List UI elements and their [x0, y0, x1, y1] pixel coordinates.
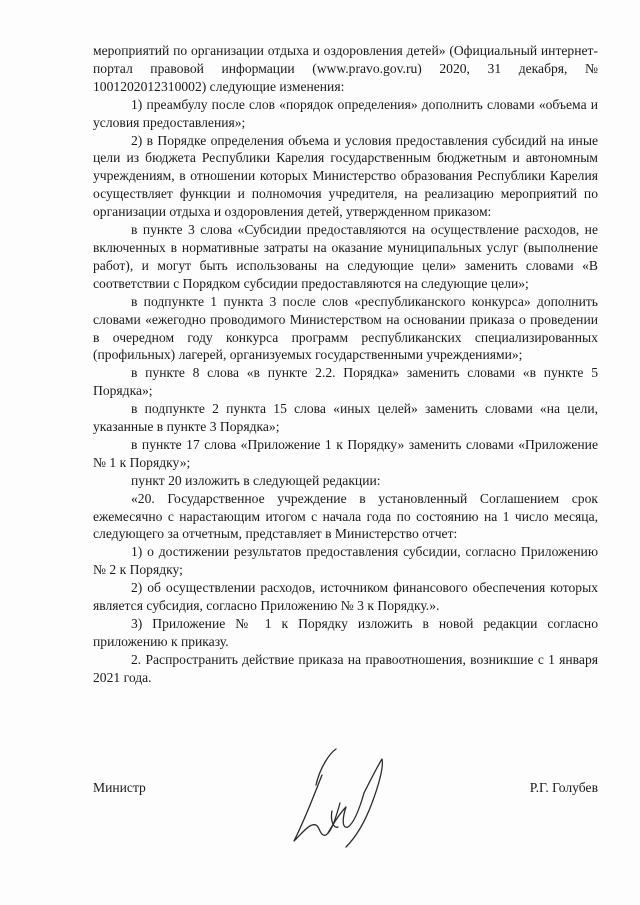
- paragraph-subpoint-2-point-15: в подпункте 2 пункта 15 слова «иных целей» заменить словами «на цели, указанные в пункте 3 Порядка»;: [93, 401, 598, 435]
- paragraph-point-20-text: «20. Государственное учреждение в установленный Соглашением срок ежемесячно с нарастающим итогом с начала года по состоянию на 1 число месяца, следующего за отчетным, представляет в Министерство отчет:: [93, 490, 598, 542]
- signatory-position: Министр: [93, 780, 146, 795]
- paragraph-item-2-order: 2) в Порядке определения объема и условия предоставления субсидий на иные цели из бюджета Республики Карелия государственным бюджетным и автономным учреждениям, в отношении которых Министерство образования Республики Карелия осуществляет функции и полномочия учредителя, на реализацию мероприятий по организации отдыха и оздоровления детей, утвержденном приказом:: [93, 132, 598, 220]
- paragraph-point-8: в пункте 8 слова «в пункте 2.2. Порядка» заменить словами «в пункте 5 Порядка»;: [93, 365, 598, 399]
- paragraph-item-3-appendix: 3) Приложение № 1 к Порядку изложить в новой редакции согласно приложению к приказу.: [93, 616, 598, 649]
- paragraph-report-1: 1) о достижении результатов предоставления субсидии, согласно Приложению № 2 к Порядку;: [93, 544, 598, 578]
- paragraph-subpoint-1-point-3: в подпункте 1 пункта 3 после слов «республиканского конкурса» дополнить словами «ежегодно проводимого Министерством на основании приказа о проведении в очередном году конкурса программ республиканских специализированных (профильных) лагерей, организуемых государственными учреждениями»;: [93, 293, 598, 363]
- paragraph-continuation: мероприятий по организации отдыха и оздоровления детей» (Официальный интернет-портал правовой информации (www.pravo.gov.ru) 2020, 31 декабря, № 1001202012310002) следующие изменения:: [93, 43, 598, 94]
- paragraph-report-2: 2) об осуществлении расходов, источником финансового обеспечения которых является субсидия, согласно Приложению № 3 к Порядку.».: [93, 580, 598, 614]
- document-body: [93, 42, 598, 687]
- paragraph-point-17: в пункте 17 слова «Приложение 1 к Порядку» заменить словами «Приложение № 1 к Порядку»;: [93, 436, 598, 470]
- paragraph-point-20-intro: пункт 20 изложить в следующей редакции:: [131, 472, 381, 488]
- paragraph-point-3: в пункте 3 слова «Субсидии предоставляются на осуществление расходов, не включенных в нормативные затраты на оказание муниципальных услуг (выполнение работ), и могут быть использованы на следующие цели» заменить словами «В соответствии с Порядком субсидии предоставляются на следующие цели»;: [93, 222, 598, 291]
- paragraph-item-1-preamble: 1) преамбулу после слов «порядок определения» дополнить словами «объема и условия предоставления»;: [93, 96, 598, 130]
- handwritten-signature: [280, 745, 390, 850]
- signatory-name: Р.Г. Голубев: [529, 780, 598, 795]
- paragraph-effective-date: 2. Распространить действие приказа на правоотношения, возникшие с 1 января 2021 года.: [93, 651, 598, 685]
